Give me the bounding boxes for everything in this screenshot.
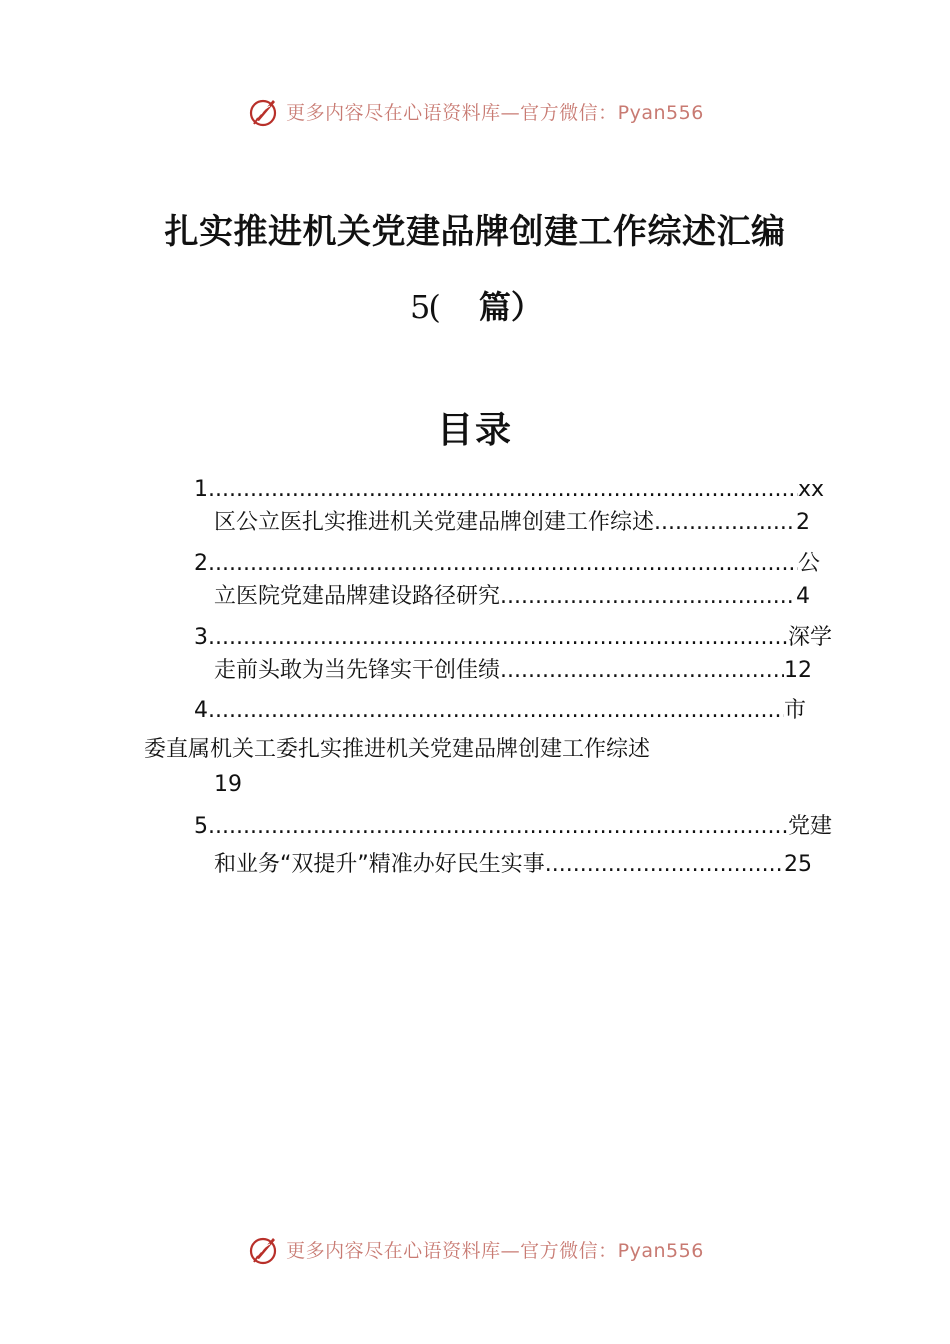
toc-entry-title-rest: 和业务“双提升”精准办好民生实事	[214, 852, 545, 877]
toc-entry-title-start: 党建	[787, 814, 832, 839]
toc-leader-dots	[208, 812, 788, 842]
toc-entry-3-line1[interactable]	[194, 623, 832, 653]
document-title: 扎实推进机关党建品牌创建工作综述汇编	[164, 212, 786, 252]
toc-entry-title-rest: 走前头敢为当先锋实干创佳绩	[214, 658, 501, 683]
toc-entry-title-rest: 区公立医扎实推进机关党建品牌创建工作综述	[214, 510, 655, 535]
toc-entry-1-line1[interactable]	[194, 475, 824, 505]
toc-entry-page: 25	[784, 852, 812, 877]
toc-entry-4-page[interactable]: 19	[214, 772, 242, 797]
toc-entry-3-line2[interactable]	[214, 656, 812, 686]
toc-entry-number: 1	[194, 477, 208, 502]
toc-leader-dots	[545, 850, 784, 880]
toc-leader-dots	[654, 508, 796, 538]
toc-entry-number: 5	[194, 814, 208, 839]
toc-leader-dots	[208, 696, 784, 726]
toc-leader-dots	[208, 623, 788, 653]
toc-entry-number: 4	[194, 698, 208, 723]
toc-leader-dots	[208, 549, 798, 579]
header-watermark	[0, 94, 950, 128]
toc-entry-number: 3	[194, 625, 208, 650]
toc-entry-4-line1[interactable]	[194, 696, 806, 726]
toc-leader-dots	[500, 656, 784, 686]
toc-entry-1-line2[interactable]	[214, 508, 810, 538]
watermark-text: 更多内容尽在心语资料库—官方微信：Pyan556	[286, 101, 704, 124]
toc-entry-5-line2[interactable]	[214, 850, 812, 880]
toc-entry-title-rest: 立医院党建品牌建设路径研究	[214, 584, 501, 609]
watermark-text: 更多内容尽在心语资料库—官方微信：Pyan556	[286, 1239, 704, 1262]
subtitle-word: 篇）	[478, 288, 543, 326]
toc-entry-2-line2[interactable]	[214, 582, 810, 612]
toc-entry-5-line1[interactable]	[194, 812, 832, 842]
toc-entry-title-start: xx	[797, 477, 824, 502]
toc-entry-title-start: 市	[783, 698, 806, 723]
toc-entry-title-start: 深学	[787, 625, 832, 650]
quill-logo-icon	[246, 1232, 280, 1266]
toc-entry-page: 2	[796, 510, 810, 535]
watermark-wechat-id: Pyan556	[617, 101, 704, 124]
quill-logo-icon	[246, 94, 280, 128]
toc-entry-2-line1[interactable]	[194, 549, 820, 579]
toc-entry-page: 12	[784, 658, 812, 683]
document-subtitle	[410, 282, 543, 328]
toc-leader-dots	[208, 475, 798, 505]
toc-entry-number: 2	[194, 551, 208, 576]
toc-leader-dots	[500, 582, 796, 612]
toc-heading: 目录	[436, 409, 513, 451]
watermark-wechat-id: Pyan556	[617, 1239, 704, 1262]
toc-entry-4-line2[interactable]: 委直属机关工委扎实推进机关党建品牌创建工作综述	[144, 737, 651, 762]
toc-entry-page: 4	[796, 584, 810, 609]
footer-watermark	[0, 1232, 950, 1266]
subtitle-count: 5(	[410, 288, 439, 326]
toc-entry-title-start: 公	[797, 551, 820, 576]
